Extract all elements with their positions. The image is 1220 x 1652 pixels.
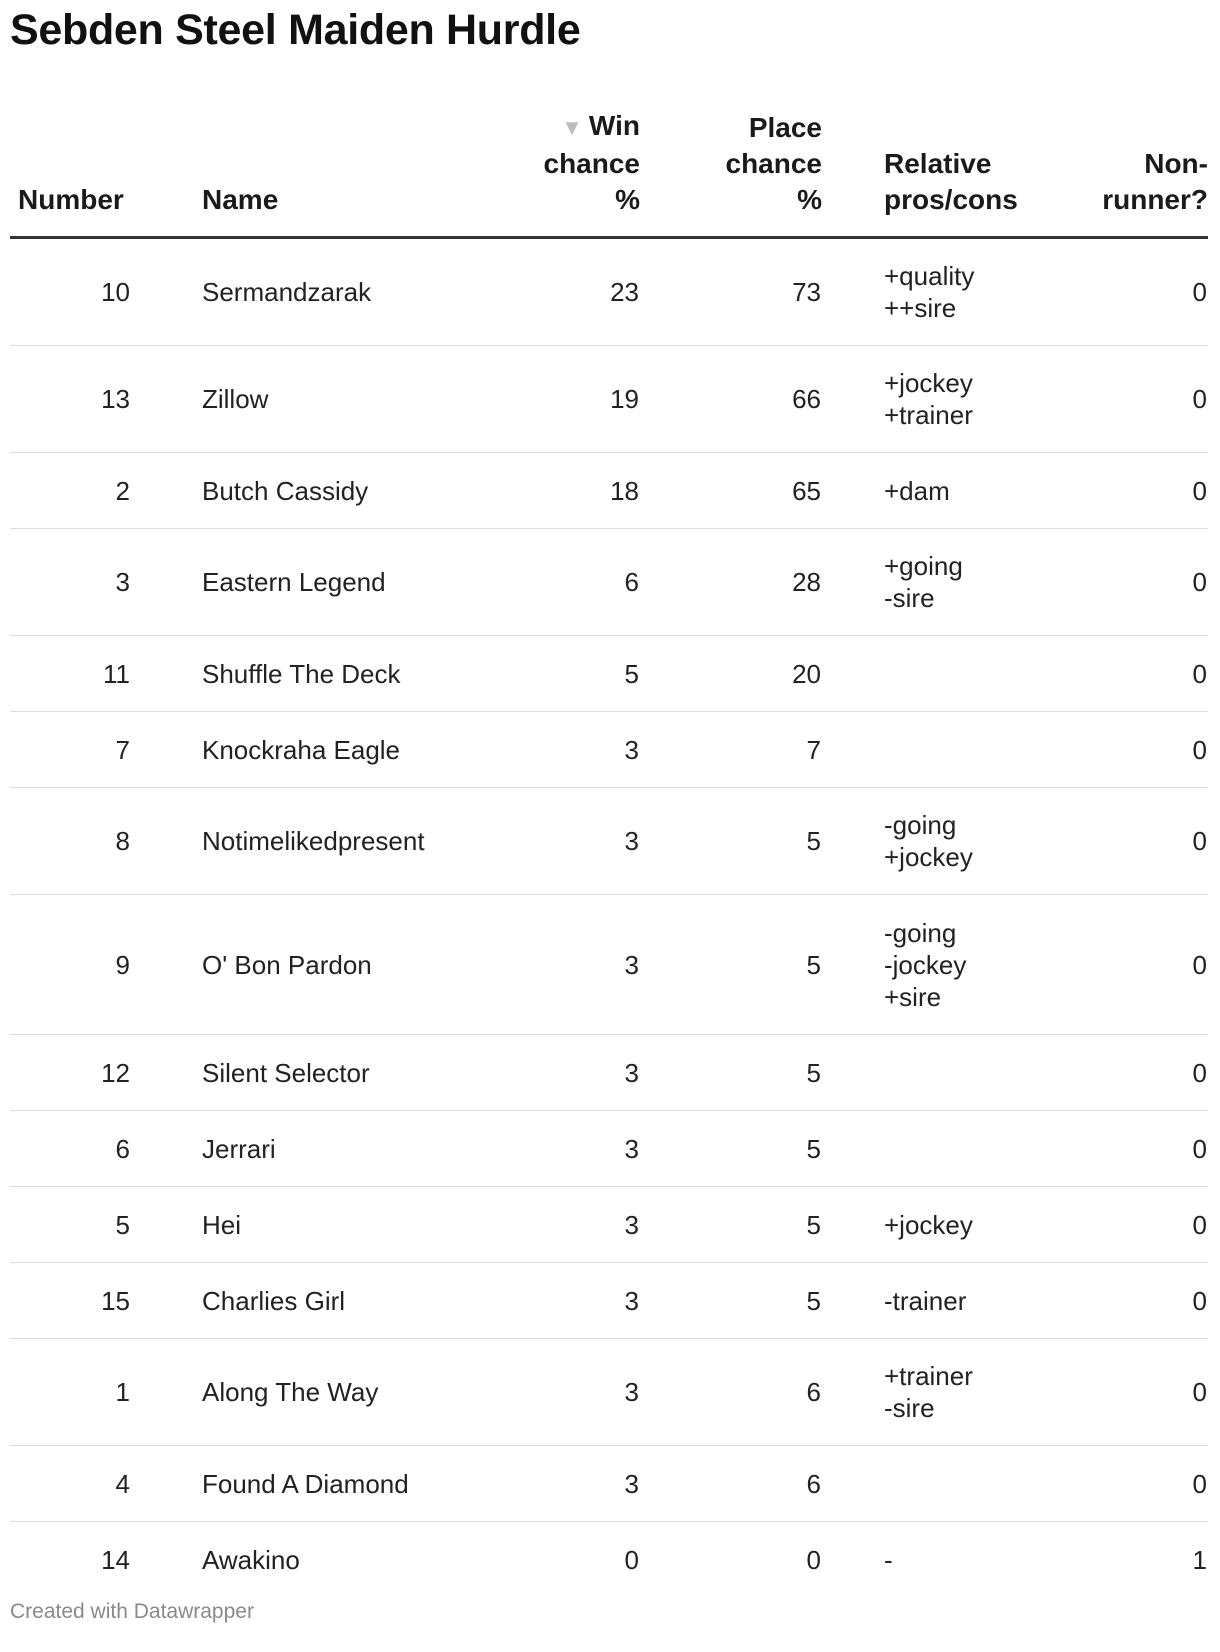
cell-name: Hei <box>160 1187 410 1263</box>
cell-place: 5 <box>640 788 822 895</box>
cell-win: 3 <box>410 1035 640 1111</box>
cell-name: Notimelikedpresent <box>160 788 410 895</box>
cell-place: 5 <box>640 895 822 1035</box>
cell-nonrunner: 0 <box>1042 1446 1208 1522</box>
cell-nonrunner: 0 <box>1042 895 1208 1035</box>
cell-win: 19 <box>410 346 640 453</box>
cell-name: Along The Way <box>160 1339 410 1446</box>
cell-pros <box>822 1446 1042 1522</box>
cell-pros: +going -sire <box>822 529 1042 636</box>
win-label-2: chance <box>543 148 640 179</box>
cell-pros <box>822 1035 1042 1111</box>
cell-name: Awakino <box>202 1544 300 1575</box>
table-body <box>10 238 1208 1598</box>
cell-pros: +quality ++sire <box>822 238 1042 346</box>
cell-place: 7 <box>640 712 822 788</box>
cell-place: 28 <box>640 529 822 636</box>
cell-nonrunner: 0 <box>1042 1187 1208 1263</box>
cell-place: 6 <box>640 1446 822 1522</box>
cell-number: 12 <box>10 1035 160 1111</box>
cell-win: 3 <box>410 1446 640 1522</box>
cell-number: 6 <box>10 1111 160 1187</box>
cell-number: 3 <box>10 529 160 636</box>
cell-place: 5 <box>640 1187 822 1263</box>
page-title: Sebden Steel Maiden Hurdle <box>10 6 581 54</box>
table-row <box>10 529 1208 636</box>
cell-nonrunner: 0 <box>1042 1111 1208 1187</box>
table-row <box>10 788 1208 895</box>
table-row <box>10 1263 1208 1339</box>
cell-pros: +jockey <box>822 1187 1042 1263</box>
win-label-1: Win <box>588 110 640 141</box>
cell-number: 1 <box>10 1339 160 1446</box>
table-row <box>10 1522 1208 1598</box>
cell-name: Found A Diamond <box>160 1446 410 1522</box>
cell-nonrunner: 0 <box>1042 788 1208 895</box>
cell-nonrunner: 1 <box>1192 1544 1207 1575</box>
cell-number: 9 <box>10 895 160 1035</box>
table-row <box>10 1111 1208 1187</box>
column-header-nonrunner[interactable] <box>1042 108 1208 238</box>
pros-label-2: pros/cons <box>884 184 1018 215</box>
cell-nonrunner: 0 <box>1042 346 1208 453</box>
cell-pros: -going -jockey +sire <box>822 895 1042 1035</box>
place-label-2: chance <box>725 148 822 179</box>
pros-label-1: Relative <box>884 148 992 179</box>
cell-pros <box>822 1111 1042 1187</box>
cell-name: Knockraha Eagle <box>160 712 410 788</box>
cell-nonrunner: 0 <box>1042 1339 1208 1446</box>
cell-nonrunner: 0 <box>1042 453 1208 529</box>
table-row <box>10 712 1208 788</box>
cell-place: 20 <box>640 636 822 712</box>
cell-pros <box>822 636 1042 712</box>
cell-win: 5 <box>410 636 640 712</box>
table-row <box>10 238 1208 346</box>
cell-number: 13 <box>10 346 160 453</box>
cell-win: 3 <box>410 712 640 788</box>
table-row <box>10 1035 1208 1111</box>
cell-pros: -going +jockey <box>822 788 1042 895</box>
table-row <box>10 1446 1208 1522</box>
column-header-win[interactable] <box>410 108 640 238</box>
cell-pros <box>822 712 1042 788</box>
cell-number: 5 <box>10 1187 160 1263</box>
cell-win: 6 <box>410 529 640 636</box>
cell-number: 11 <box>10 636 160 712</box>
cell-name: Silent Selector <box>160 1035 410 1111</box>
cell-win: 3 <box>410 788 640 895</box>
table-row <box>10 636 1208 712</box>
cell-number: 10 <box>10 238 160 346</box>
cell-win: 23 <box>410 238 640 346</box>
cell-nonrunner: 0 <box>1042 636 1208 712</box>
cell-name: Eastern Legend <box>160 529 410 636</box>
cell-place: 65 <box>640 453 822 529</box>
cell-nonrunner: 0 <box>1042 1035 1208 1111</box>
cell-number: 4 <box>10 1446 160 1522</box>
cell-name: Shuffle The Deck <box>160 636 410 712</box>
cell-name: Jerrari <box>160 1111 410 1187</box>
table-row <box>10 1339 1208 1446</box>
cell-number: 15 <box>10 1263 160 1339</box>
cell-name: O' Bon Pardon <box>160 895 410 1035</box>
cell-pros: +trainer -sire <box>822 1339 1042 1446</box>
column-header-number[interactable]: Number <box>10 108 160 238</box>
cell-pros: +dam <box>822 453 1042 529</box>
cell-nonrunner: 0 <box>1042 529 1208 636</box>
table-row <box>10 453 1208 529</box>
column-header-place[interactable] <box>640 108 822 238</box>
table-header <box>10 108 1208 238</box>
table-row <box>10 346 1208 453</box>
footer-credit: Created with Datawrapper <box>10 1600 254 1623</box>
nonrunner-label-2: runner? <box>1102 184 1208 215</box>
place-label-1: Place <box>748 112 822 143</box>
cell-win: 18 <box>410 453 640 529</box>
cell-place: 5 <box>640 1035 822 1111</box>
column-header-pros[interactable] <box>822 108 1042 238</box>
cell-pros: -trainer <box>822 1263 1042 1339</box>
cell-win: 0 <box>624 1544 639 1575</box>
cell-place: 0 <box>806 1544 821 1575</box>
cell-nonrunner: 0 <box>1042 1263 1208 1339</box>
cell-nonrunner: 0 <box>1042 238 1208 346</box>
cell-number: 2 <box>10 453 160 529</box>
cell-place: 66 <box>640 346 822 453</box>
race-table <box>10 108 1208 1597</box>
cell-name: Charlies Girl <box>160 1263 410 1339</box>
nonrunner-label-1: Non- <box>1144 148 1208 179</box>
win-label-3: % <box>615 184 640 215</box>
table-row <box>10 1187 1208 1263</box>
table-row <box>10 895 1208 1035</box>
cell-pros: - <box>884 1544 893 1575</box>
sort-down-triangle-icon: ▼ <box>561 115 583 140</box>
cell-place: 73 <box>640 238 822 346</box>
cell-win: 3 <box>410 1339 640 1446</box>
header-row <box>10 108 1208 238</box>
cell-place: 5 <box>640 1263 822 1339</box>
cell-win: 3 <box>410 895 640 1035</box>
cell-win: 3 <box>410 1187 640 1263</box>
cell-place: 6 <box>640 1339 822 1446</box>
cell-name: Sermandzarak <box>160 238 410 346</box>
cell-number: 8 <box>10 788 160 895</box>
cell-win: 3 <box>410 1263 640 1339</box>
cell-nonrunner: 0 <box>1042 712 1208 788</box>
cell-place: 5 <box>640 1111 822 1187</box>
cell-pros: +jockey +trainer <box>822 346 1042 453</box>
cell-name: Zillow <box>160 346 410 453</box>
column-header-name[interactable]: Name <box>160 108 410 238</box>
place-label-3: % <box>797 184 822 215</box>
cell-number: 7 <box>10 712 160 788</box>
cell-name: Butch Cassidy <box>160 453 410 529</box>
cell-win: 3 <box>410 1111 640 1187</box>
cell-number: 14 <box>101 1544 130 1575</box>
